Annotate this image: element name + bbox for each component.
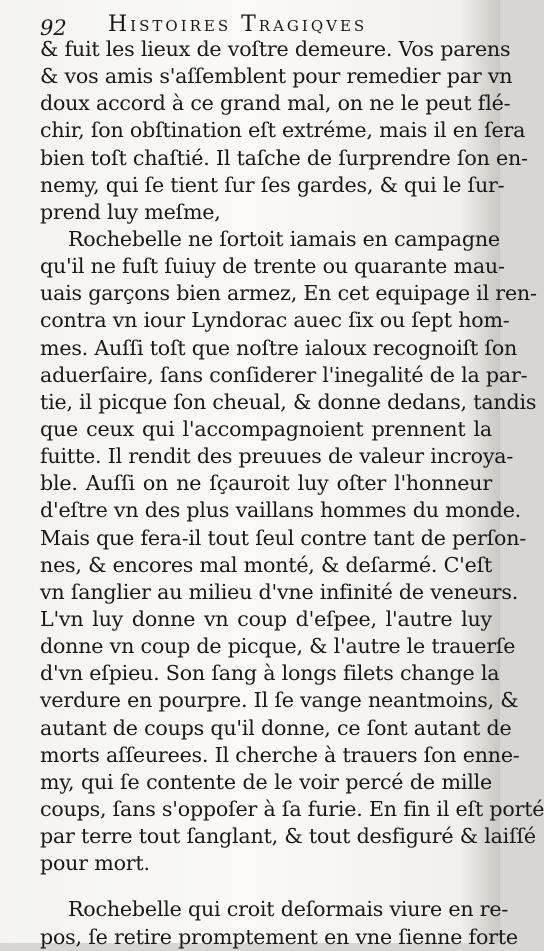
text-line: Rochebelle ne ſortoit iamais en campagne [68, 226, 500, 251]
text-line: mes. Auſſi toſt que noſtre ialoux recognoiſt ſon [40, 335, 518, 360]
text-line: aduerſaire, ſans conſiderer l'inegalité de la par- [40, 362, 528, 387]
text-line: chir, ſon obſtination eſt extréme, mais il en ſera [40, 118, 526, 143]
text-line: coups, ſans s'oppoſer à ſa furie. En fin il eſt porté [40, 796, 544, 821]
text-line: que ceux qui l'accompagnoient prennent la [40, 416, 492, 441]
text-line: morts aſſeurees. Il cherche à trauers ſon enne- [40, 742, 520, 767]
page-number: 92 [40, 16, 67, 40]
text-line: my, qui ſe contente de le voir percé de mille [40, 769, 492, 794]
text-line: donne vn coup de picque, & l'autre le trauerſe [40, 634, 516, 659]
text-line: tie, il picque ſon cheual, & donne dedans, tandis [40, 389, 537, 414]
text-line: fuitte. Il rendit des preuues de valeur incroya- [40, 444, 514, 469]
text-line: doux accord à ce grand mal, on ne le peut flé- [40, 91, 511, 116]
text-line: vn ſanglier au milieu d'vne infinité de veneurs. [40, 579, 519, 604]
text-line: autant de coups qu'il donne, ce ſont autant de [40, 715, 512, 740]
text-line: & fuit les lieux de voſtre demeure. Vos parens [40, 37, 511, 61]
paragraph [40, 226, 544, 877]
text-line: L'vn luy donne vn coup d'eſpee, l'autre luy [40, 606, 492, 631]
paragraph-gap [40, 877, 492, 896]
text-line: Mais que fera-il tout ſeul contre tant de perſon- [40, 525, 527, 550]
text-line: & vos amis s'aſſemblent pour remedier par vn [40, 64, 513, 89]
text-line: d'vn eſpieu. Son ſang à longs filets change la [40, 661, 500, 686]
text-line: ble. Auſſi on ne ſçauroit luy oſter l'honneur [40, 471, 492, 496]
paragraph [40, 877, 518, 950]
text-line: nemy, qui ſe tient ſur ſes gardes, & qui le ſur- [40, 172, 505, 197]
text-line: prend luy meſme, [40, 199, 221, 224]
text-line: Rochebelle qui croit deſormais viure en re- [68, 897, 509, 922]
body-text [40, 36, 544, 951]
text-line: pos, ſe retire promptement en vne ſienne forte [40, 924, 518, 949]
text-line: bien toſt chaſtié. Il taſche de ſurprendre ſon en- [40, 145, 528, 170]
paragraph [40, 36, 528, 226]
text-line: nes, & encores mal monté, & deſarmé. C'eſt [40, 552, 493, 577]
running-title: Histoires Tragiqves [108, 12, 368, 37]
text-line: contra vn iour Lyndorac auec ſix ou ſept hom- [40, 308, 510, 333]
text-line: par terre tout ſanglant, & tout desfiguré & laiſſé [40, 824, 536, 849]
text-line: pour mort. [40, 851, 150, 876]
text-line: qu'il ne fuſt ſuiuy de trente ou quarante mau- [40, 254, 505, 279]
text-line: uais garçons bien armez, En cet equipage il ren- [40, 281, 537, 306]
text-line: verdure en pourpre. Il ſe vange neantmoins, & [40, 688, 519, 713]
page-header [40, 10, 490, 40]
text-line: d'eſtre vn des plus vaillans hommes du monde. [40, 498, 522, 523]
